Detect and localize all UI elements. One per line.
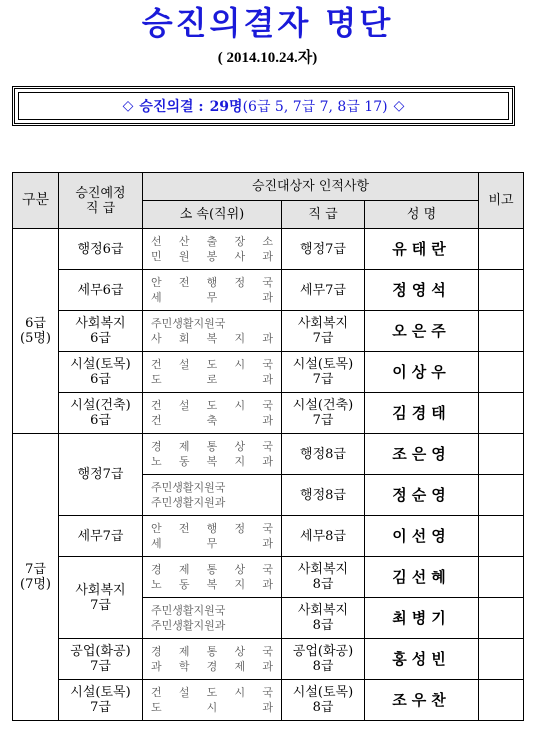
department-line: 경 제 통 상 국 <box>151 563 273 576</box>
department-line: 도 로 과 <box>151 373 273 386</box>
target-rank-line: 6급 <box>90 331 111 346</box>
department-line: 과 학 경 제 과 <box>151 660 273 673</box>
department <box>143 270 282 311</box>
summary-detail: (6급 5, 7급 7, 8급 17) <box>242 99 388 115</box>
table-row <box>13 516 524 557</box>
target-rank-line: 시설(토목) <box>70 357 131 372</box>
target-rank <box>59 557 143 639</box>
note-cell <box>479 229 524 270</box>
current-rank <box>282 434 365 475</box>
current-rank <box>282 639 365 680</box>
target-rank-line: 7급 <box>90 659 111 674</box>
page-title: 승진의결자 명단 <box>141 4 394 42</box>
header-position: 직 급 <box>282 201 365 229</box>
current-rank <box>282 475 365 516</box>
current-rank-line: 시설(토목) <box>292 357 354 372</box>
current-rank <box>282 557 365 598</box>
department-line: 건 축 과 <box>151 414 273 427</box>
target-rank-line: 6급 <box>90 372 111 387</box>
target-rank-line: 행정7급 <box>77 467 124 482</box>
department-line: 세 무 과 <box>151 537 273 550</box>
summary-inner <box>18 92 509 120</box>
current-rank-line: 사회복지 <box>297 562 349 577</box>
group-label <box>13 229 59 434</box>
group-label-line1: 7급 <box>25 562 46 577</box>
person-name: 조우찬 <box>365 680 479 721</box>
target-rank-line: 사회복지 <box>75 316 126 331</box>
group-label-line2: (5명) <box>20 331 51 346</box>
target-rank <box>59 393 143 434</box>
person-name: 이선영 <box>365 516 479 557</box>
person-name: 조은영 <box>365 434 479 475</box>
note-cell <box>479 270 524 311</box>
target-rank <box>59 680 143 721</box>
department-line: 건 설 도 시 국 <box>151 686 273 699</box>
reference-date: ( 2014.10.24.자) <box>217 50 318 66</box>
department-line: 건 설 도 시 국 <box>151 399 273 412</box>
person-name: 유태란 <box>365 229 479 270</box>
diamond-icon: ◇ <box>393 98 405 114</box>
current-rank <box>282 680 365 721</box>
table-row <box>13 639 524 680</box>
department <box>143 639 282 680</box>
header-note: 비고 <box>479 173 524 229</box>
summary-heading: 승진의결 : <box>139 99 204 115</box>
current-rank-line: 사회복지 <box>297 603 349 618</box>
note-cell <box>479 475 524 516</box>
group-label <box>13 434 59 721</box>
table-row <box>13 680 524 721</box>
table-row <box>13 311 524 352</box>
current-rank-line: 행정8급 <box>300 487 346 503</box>
person-name: 정순영 <box>365 475 479 516</box>
department-line: 민 원 봉 사 과 <box>151 250 273 263</box>
department-line: 안 전 행 정 국 <box>151 522 273 535</box>
target-rank-line: 7급 <box>90 597 111 613</box>
header-personal-info: 승진대상자 인적사항 <box>143 173 479 201</box>
department-line: 주민생활지원국 <box>151 481 226 494</box>
person-name: 김경태 <box>365 393 479 434</box>
person-name: 이상우 <box>365 352 479 393</box>
department-line: 주민생활지원국 <box>151 604 226 617</box>
person-name: 정영석 <box>365 270 479 311</box>
current-rank-line: 8급 <box>312 577 334 592</box>
department <box>143 311 282 352</box>
note-cell <box>479 311 524 352</box>
table-row <box>13 352 524 393</box>
department-line: 노 동 복 지 과 <box>151 455 273 468</box>
target-rank <box>59 311 143 352</box>
current-rank-line: 사회복지 <box>297 316 349 331</box>
current-rank-line: 세무7급 <box>300 282 346 298</box>
header-name: 성 명 <box>365 201 479 229</box>
current-rank <box>282 311 365 352</box>
department-line: 주민생활지원과 <box>151 496 226 509</box>
note-cell <box>479 598 524 639</box>
department <box>143 352 282 393</box>
summary-count: 29명 <box>209 99 243 115</box>
current-rank <box>282 270 365 311</box>
target-rank <box>59 352 143 393</box>
current-rank-line: 시설(건축) <box>292 398 354 413</box>
header-target-rank-line1: 승진예정 <box>75 185 126 201</box>
header-target-rank <box>59 173 143 229</box>
target-rank <box>59 516 143 557</box>
department-line: 주민생활지원과 <box>151 619 226 632</box>
person-name: 김선혜 <box>365 557 479 598</box>
department-line: 경 제 통 상 국 <box>151 645 273 658</box>
department-line: 사 회 복 지 과 <box>151 332 273 345</box>
department <box>143 557 282 598</box>
note-cell <box>479 680 524 721</box>
note-cell <box>479 516 524 557</box>
note-cell <box>479 434 524 475</box>
diamond-icon: ◇ <box>122 98 134 114</box>
target-rank-line: 7급 <box>90 700 111 715</box>
department-line: 노 동 복 지 과 <box>151 578 273 591</box>
group-label-line2: (7명) <box>20 577 51 592</box>
note-cell <box>479 557 524 598</box>
department <box>143 393 282 434</box>
department-line: 건 설 도 시 국 <box>151 358 273 371</box>
target-rank-line: 세무6급 <box>77 282 124 298</box>
current-rank-line: 8급 <box>312 659 334 674</box>
department-line: 세 무 과 <box>151 291 273 304</box>
table-body <box>13 229 524 721</box>
department-line: 주민생활지원국 <box>151 317 226 330</box>
table-row <box>13 557 524 598</box>
person-name: 오은주 <box>365 311 479 352</box>
target-rank-line: 시설(건축) <box>70 398 131 413</box>
current-rank-line: 세무8급 <box>300 528 346 544</box>
target-rank-line: 사회복지 <box>75 582 126 598</box>
note-cell <box>479 352 524 393</box>
table-row <box>13 270 524 311</box>
department <box>143 680 282 721</box>
department <box>143 516 282 557</box>
department <box>143 434 282 475</box>
target-rank <box>59 434 143 516</box>
target-rank-line: 공업(화공) <box>70 644 131 659</box>
current-rank-line: 8급 <box>312 700 334 715</box>
department <box>143 229 282 270</box>
current-rank-line: 행정8급 <box>300 446 346 462</box>
target-rank-line: 시설(토목) <box>70 685 131 700</box>
department-line: 선 산 출 장 소 <box>151 235 273 248</box>
promotion-table <box>12 172 524 721</box>
current-rank-line: 7급 <box>312 413 334 428</box>
header-dept: 소 속(직위) <box>143 201 282 229</box>
current-rank <box>282 352 365 393</box>
note-cell <box>479 639 524 680</box>
header-category: 구분 <box>13 173 59 229</box>
current-rank <box>282 393 365 434</box>
table-row <box>13 229 524 270</box>
person-name: 최병기 <box>365 598 479 639</box>
current-rank-line: 시설(토목) <box>292 685 354 700</box>
target-rank-line: 세무7급 <box>77 528 124 544</box>
table-row <box>13 434 524 475</box>
current-rank <box>282 229 365 270</box>
table-row <box>13 393 524 434</box>
target-rank-line: 6급 <box>90 413 111 428</box>
note-cell <box>479 393 524 434</box>
current-rank-line: 공업(화공) <box>292 644 354 659</box>
department-line: 경 제 통 상 국 <box>151 440 273 453</box>
summary-box <box>12 86 515 126</box>
target-rank-line: 행정6급 <box>77 241 124 257</box>
current-rank-line: 행정7급 <box>300 241 346 257</box>
department-line: 도 시 과 <box>151 701 273 714</box>
target-rank <box>59 270 143 311</box>
department <box>143 475 282 516</box>
target-rank <box>59 639 143 680</box>
department <box>143 598 282 639</box>
current-rank <box>282 598 365 639</box>
group-label-line1: 6급 <box>25 316 46 331</box>
target-rank <box>59 229 143 270</box>
current-rank-line: 7급 <box>312 372 334 387</box>
header-target-rank-line2: 직 급 <box>85 200 116 216</box>
current-rank-line: 7급 <box>312 331 334 346</box>
current-rank-line: 8급 <box>312 618 334 633</box>
person-name: 홍성빈 <box>365 639 479 680</box>
department-line: 안 전 행 정 국 <box>151 276 273 289</box>
current-rank <box>282 516 365 557</box>
